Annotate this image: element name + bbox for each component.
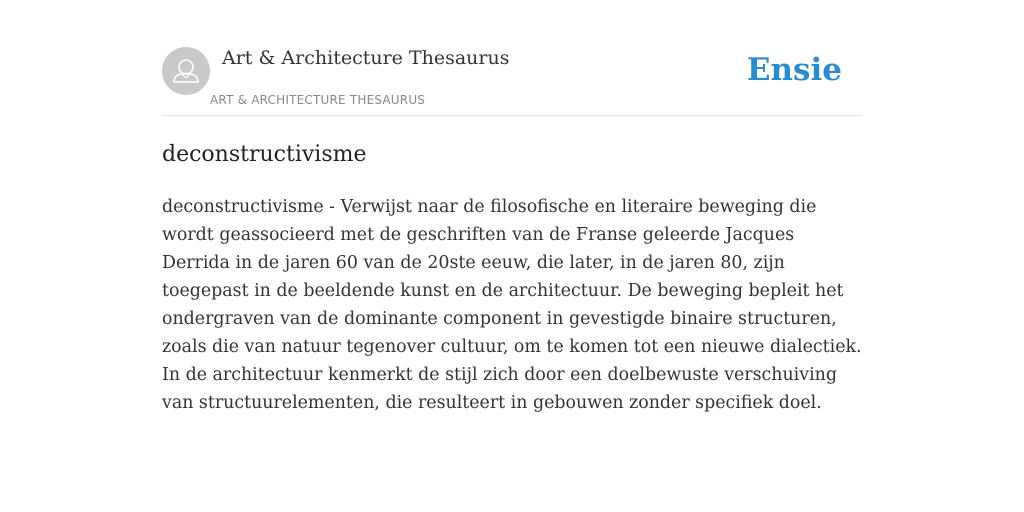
user-icon [162,47,210,95]
definition-text: deconstructivisme - Verwijst naar de filosofische en literaire beweging die wordt geassocieerd met de geschriften van de Franse geleerde Jacques Derrida in de jaren 60 van de 20ste eeuw, die later, in de jaren 80, zijn toegepast in de beeldende kunst en de architectuur. De beweging bepleit het ondergraven van de dominante component in gevestigde binaire structuren, zoals die van natuur tegenover cultuur, om te komen tot een nieuwe dialectiek. In de architectuur kenmerkt de stijl zich door een doelbewuste verschuiving van structuurelementen, die resulteert in gebouwen zonder specifiek doel. [162,197,862,413]
page-title: deconstructivisme [162,142,367,167]
source-header [162,47,862,116]
source-subtitle: ART & ARCHITECTURE THESAURUS [210,93,426,107]
avatar[interactable] [162,47,210,95]
brand-logo[interactable]: Ensie [746,52,842,88]
source-name-link[interactable]: Art & Architecture Thesaurus [222,47,510,69]
